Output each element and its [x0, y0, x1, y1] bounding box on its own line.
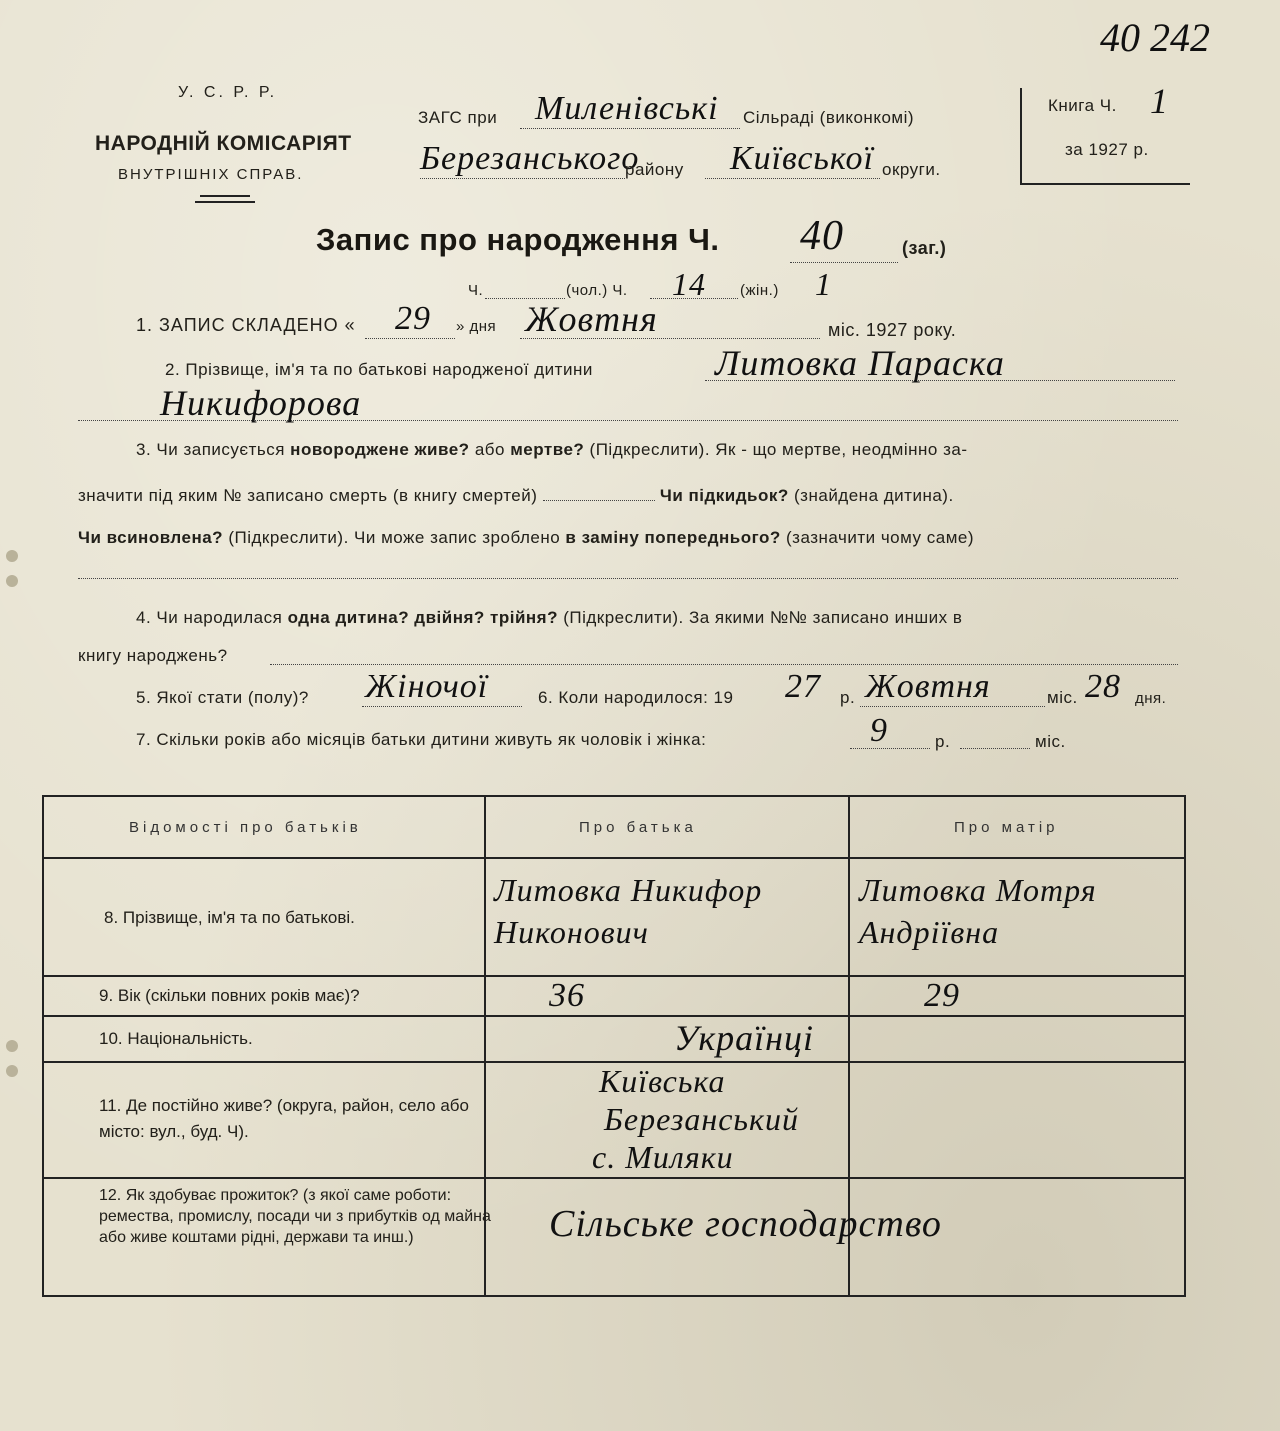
book-number-hand: 1	[1150, 81, 1169, 121]
count-female-hand: 14	[672, 266, 706, 302]
fill-line	[362, 706, 522, 707]
book-label: Книга Ч.	[1048, 96, 1117, 115]
fill-line	[705, 178, 880, 179]
q1-mid: » дня	[456, 318, 497, 335]
mother-name-hand: Литовка Мотря Андріївна	[859, 872, 1097, 950]
count-extra-hand: 1	[815, 266, 832, 302]
okrug-label: округи.	[882, 160, 941, 179]
zags-village-hand: Миленівські	[535, 90, 719, 127]
q4-text: 4. Чи народилася	[136, 608, 283, 627]
q7-label: 7. Скільки років або місяців батьки дитини живуть як чоловік і жінка:	[136, 730, 707, 749]
commissariat-subtitle: ВНУТРІШНІХ СПРАВ.	[118, 166, 304, 183]
residence-hand-1: Київська	[599, 1063, 726, 1099]
q3-option-adopted: Чи всиновлена?	[78, 528, 224, 547]
punch-hole	[6, 550, 18, 562]
table-header-mother: Про матір	[954, 819, 1059, 836]
q3-option-dead: мертве?	[510, 440, 585, 459]
fill-line	[420, 178, 625, 179]
father-name-hand: Литовка Никифор Никонович	[494, 872, 763, 950]
q7-years-hand: 9	[870, 712, 888, 749]
mother-age-hand: 29	[924, 977, 960, 1014]
okrug-hand: Київської	[730, 140, 874, 177]
q5-label: 5. Якої стати (полу)?	[136, 688, 309, 707]
row-label-residence: 11. Де постійно живе? (округа, район, село або місто: вул., буд. Ч).	[99, 1096, 469, 1141]
fill-line	[543, 500, 655, 501]
q3-line2	[78, 486, 954, 506]
q3-line1	[136, 440, 967, 460]
row-label-livelihood: 12. Як здобуває прожиток? (з якої саме роботи: ремества, промислу, посади чи з прибутків од майна або живе коштами рідні, держави та инш.)	[99, 1187, 491, 1246]
q2-label: 2. Прізвище, ім'я та по батькові народженої дитини	[165, 360, 593, 379]
fill-line	[960, 748, 1030, 749]
q6-dnia: дня.	[1135, 690, 1167, 707]
table-divider	[44, 1177, 1184, 1179]
residence-hand-3: с. Миляки	[592, 1139, 734, 1175]
q1-label: 1. ЗАПИС СКЛАДЕНО «	[136, 315, 356, 335]
fill-line	[78, 578, 1178, 579]
table-header-father: Про батька	[579, 819, 697, 836]
q3-option-foundling: Чи підкидьок?	[659, 486, 789, 505]
q5-sex-hand: Жіночої	[365, 668, 489, 705]
archive-number: 40 242	[1100, 15, 1210, 60]
q6-day-hand: 28	[1085, 668, 1121, 705]
q2-name-hand-1: Литовка Параска	[715, 343, 1005, 383]
livelihood-hand: Сільське господарство	[549, 1203, 942, 1245]
row-label-age: 9. Вік (скільки повних років має)?	[99, 986, 360, 1005]
divider	[195, 201, 255, 203]
row-label-nationality: 10. Національність.	[99, 1029, 253, 1048]
divider	[200, 195, 250, 197]
page-title: Запис про народження Ч.	[316, 222, 720, 257]
q4-line1	[136, 608, 962, 628]
punch-hole	[6, 1040, 18, 1052]
q1-end: міс. 1927 року.	[828, 320, 957, 340]
q4-line2: книгу народжень?	[78, 646, 228, 665]
parents-table	[42, 795, 1186, 1297]
title-suffix: (заг.)	[902, 238, 947, 258]
q4-text: (Підкреслити). За якими №№ записано инших в	[563, 608, 963, 627]
count-ch: Ч.	[468, 282, 484, 299]
fill-line	[270, 664, 1178, 665]
commissariat-title: НАРОДНІЙ КОМІСАРІЯТ	[95, 132, 352, 155]
count-male-label: (чол.) Ч.	[566, 282, 628, 299]
table-divider	[44, 857, 1184, 859]
state-label: У. С. Р. Р.	[178, 84, 278, 101]
q6-label: 6. Коли народилося: 19	[538, 688, 734, 707]
q4-options: одна дитина? двійня? трійня?	[287, 608, 558, 627]
punch-hole	[6, 575, 18, 587]
zags-suffix: Сільраді (виконкомі)	[743, 108, 915, 127]
punch-hole	[6, 1065, 18, 1077]
fill-line	[860, 706, 1045, 707]
q1-month-hand: Жовтня	[525, 299, 658, 339]
q3-text: (Підкреслити). Як - що мертве, неодмінно за-	[589, 440, 968, 459]
q6-mis: міс.	[1047, 688, 1078, 707]
residence-hand-2: Березанський	[604, 1101, 799, 1137]
zags-prefix: ЗАГС при	[418, 108, 498, 127]
fill-line	[365, 338, 455, 339]
q3-text: значити під яким № записано смерть (в книгу смертей)	[78, 486, 538, 505]
count-female-label: (жін.)	[740, 282, 779, 299]
q3-line3	[78, 528, 974, 548]
q7-mis: міс.	[1035, 732, 1066, 751]
q6-month-hand: Жовтня	[865, 668, 991, 705]
q3-text: (знайдена дитина).	[794, 486, 954, 505]
table-divider	[44, 975, 1184, 977]
fill-line	[790, 262, 898, 263]
father-age-hand: 36	[549, 977, 585, 1014]
nationality-hand: Українці	[674, 1018, 815, 1058]
q7-r: р.	[935, 732, 951, 751]
q3-option-replacement: в заміну попереднього?	[565, 528, 781, 547]
district-label: району	[625, 160, 684, 179]
q3-text: (зазначити чому саме)	[785, 528, 974, 547]
district-hand: Березанського	[420, 140, 640, 177]
q2-name-hand-2: Никифорова	[160, 383, 362, 423]
q3-text: (Підкреслити). Чи може запис зроблено	[228, 528, 561, 547]
title-number-hand: 40	[800, 213, 844, 259]
q3-option-alive: новороджене живе?	[290, 440, 470, 459]
q3-text: або	[474, 440, 505, 459]
table-divider	[44, 1015, 1184, 1017]
q6-r: р.	[840, 688, 856, 707]
fill-line	[520, 128, 740, 129]
table-header-info: Відомості про батьків	[129, 819, 362, 836]
fill-line	[850, 748, 930, 749]
q1-day-hand: 29	[395, 300, 431, 337]
q6-year-hand: 27	[785, 668, 821, 705]
q3-text: 3. Чи записується	[136, 440, 285, 459]
book-year: за 1927 р.	[1065, 140, 1149, 159]
row-label-name: 8. Прізвище, ім'я та по батькові.	[104, 908, 355, 927]
